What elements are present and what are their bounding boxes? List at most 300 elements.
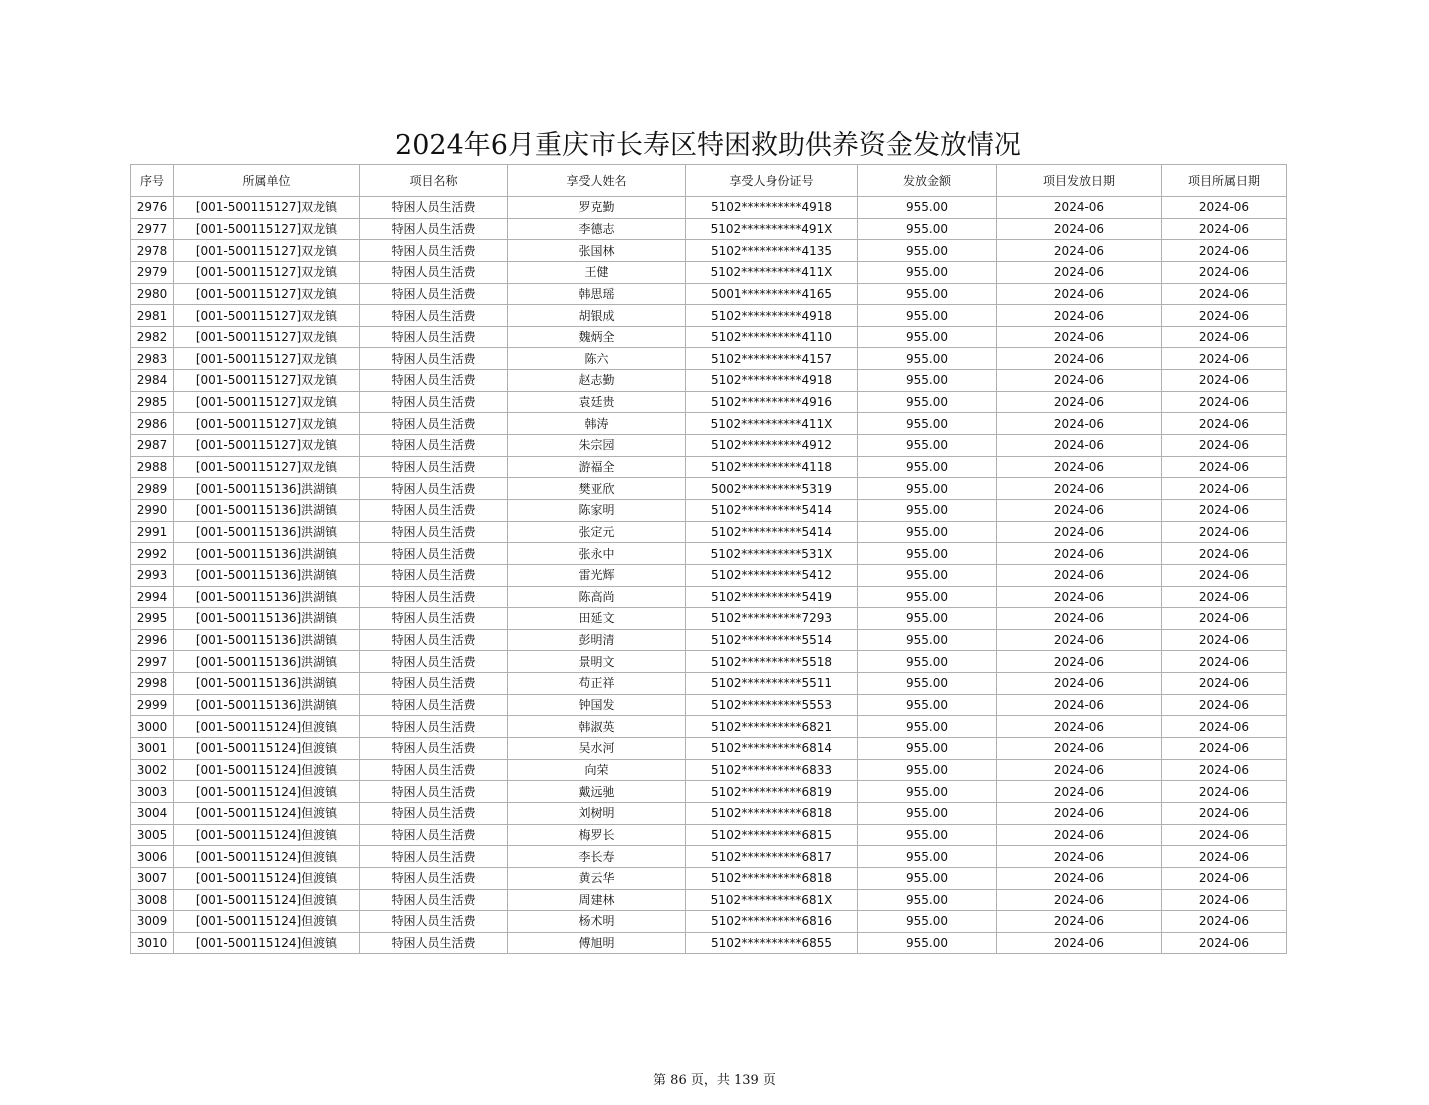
cell-period: 2024-06 (1162, 240, 1287, 262)
cell-amount: 955.00 (858, 694, 997, 716)
cell-period: 2024-06 (1162, 629, 1287, 651)
cell-serial: 3006 (131, 846, 174, 868)
cell-serial: 3009 (131, 911, 174, 933)
cell-serial: 3005 (131, 824, 174, 846)
cell-period: 2024-06 (1162, 478, 1287, 500)
cell-period: 2024-06 (1162, 543, 1287, 565)
cell-name: 戴远驰 (508, 781, 686, 803)
cell-period: 2024-06 (1162, 348, 1287, 370)
cell-issue-date: 2024-06 (997, 456, 1162, 478)
cell-id-number: 5102**********6833 (686, 759, 858, 781)
cell-name: 向荣 (508, 759, 686, 781)
cell-id-number: 5102**********5514 (686, 629, 858, 651)
cell-amount: 955.00 (858, 413, 997, 435)
cell-amount: 955.00 (858, 759, 997, 781)
table-row (131, 456, 1287, 478)
column-header: 序号 (131, 165, 174, 197)
cell-id-number: 5102**********6815 (686, 824, 858, 846)
table-row (131, 629, 1287, 651)
column-header: 项目发放日期 (997, 165, 1162, 197)
cell-issue-date: 2024-06 (997, 391, 1162, 413)
cell-period: 2024-06 (1162, 305, 1287, 327)
cell-project: 特困人员生活费 (360, 802, 508, 824)
cell-id-number: 5102**********7293 (686, 608, 858, 630)
cell-project: 特困人员生活费 (360, 673, 508, 695)
cell-issue-date: 2024-06 (997, 305, 1162, 327)
cell-amount: 955.00 (858, 348, 997, 370)
table-row (131, 651, 1287, 673)
cell-amount: 955.00 (858, 716, 997, 738)
cell-project: 特困人员生活费 (360, 867, 508, 889)
cell-unit: [001-500115127]双龙镇 (174, 370, 360, 392)
cell-serial: 2997 (131, 651, 174, 673)
cell-id-number: 5102**********5419 (686, 586, 858, 608)
cell-name: 田延文 (508, 608, 686, 630)
cell-unit: [001-500115136]洪湖镇 (174, 564, 360, 586)
cell-period: 2024-06 (1162, 824, 1287, 846)
cell-amount: 955.00 (858, 283, 997, 305)
cell-unit: [001-500115127]双龙镇 (174, 348, 360, 370)
cell-issue-date: 2024-06 (997, 564, 1162, 586)
cell-project: 特困人员生活费 (360, 846, 508, 868)
cell-unit: [001-500115136]洪湖镇 (174, 629, 360, 651)
cell-unit: [001-500115124]但渡镇 (174, 846, 360, 868)
cell-name: 罗克勤 (508, 197, 686, 219)
table-row (131, 716, 1287, 738)
cell-id-number: 5102**********5553 (686, 694, 858, 716)
cell-name: 韩思瑶 (508, 283, 686, 305)
cell-serial: 2991 (131, 521, 174, 543)
cell-amount: 955.00 (858, 846, 997, 868)
table-row (131, 218, 1287, 240)
cell-name: 苟正祥 (508, 673, 686, 695)
cell-issue-date: 2024-06 (997, 738, 1162, 760)
cell-serial: 3004 (131, 802, 174, 824)
cell-amount: 955.00 (858, 911, 997, 933)
cell-issue-date: 2024-06 (997, 802, 1162, 824)
cell-period: 2024-06 (1162, 889, 1287, 911)
cell-period: 2024-06 (1162, 781, 1287, 803)
table-row (131, 564, 1287, 586)
cell-unit: [001-500115124]但渡镇 (174, 911, 360, 933)
cell-unit: [001-500115124]但渡镇 (174, 759, 360, 781)
table-row (131, 348, 1287, 370)
cell-issue-date: 2024-06 (997, 932, 1162, 954)
cell-project: 特困人员生活费 (360, 240, 508, 262)
column-header: 项目名称 (360, 165, 508, 197)
cell-name: 吴水河 (508, 738, 686, 760)
cell-issue-date: 2024-06 (997, 218, 1162, 240)
cell-amount: 955.00 (858, 781, 997, 803)
cell-id-number: 5102**********6816 (686, 911, 858, 933)
cell-period: 2024-06 (1162, 391, 1287, 413)
cell-id-number: 5102**********6821 (686, 716, 858, 738)
cell-amount: 955.00 (858, 543, 997, 565)
cell-amount: 955.00 (858, 932, 997, 954)
cell-name: 袁廷贵 (508, 391, 686, 413)
cell-period: 2024-06 (1162, 867, 1287, 889)
cell-period: 2024-06 (1162, 564, 1287, 586)
cell-serial: 2999 (131, 694, 174, 716)
table-row (131, 370, 1287, 392)
cell-project: 特困人员生活费 (360, 326, 508, 348)
table-row (131, 824, 1287, 846)
cell-id-number: 5102**********4918 (686, 370, 858, 392)
cell-amount: 955.00 (858, 218, 997, 240)
cell-name: 陈高尚 (508, 586, 686, 608)
cell-period: 2024-06 (1162, 521, 1287, 543)
cell-name: 赵志勤 (508, 370, 686, 392)
table-row (131, 608, 1287, 630)
cell-project: 特困人员生活费 (360, 608, 508, 630)
cell-serial: 2982 (131, 326, 174, 348)
table-row (131, 478, 1287, 500)
cell-unit: [001-500115127]双龙镇 (174, 197, 360, 219)
cell-serial: 3007 (131, 867, 174, 889)
cell-name: 韩淑英 (508, 716, 686, 738)
column-header: 项目所属日期 (1162, 165, 1287, 197)
cell-issue-date: 2024-06 (997, 586, 1162, 608)
cell-project: 特困人员生活费 (360, 911, 508, 933)
table-row (131, 802, 1287, 824)
cell-serial: 2979 (131, 261, 174, 283)
cell-unit: [001-500115136]洪湖镇 (174, 543, 360, 565)
cell-project: 特困人员生活费 (360, 283, 508, 305)
cell-name: 游福全 (508, 456, 686, 478)
cell-name: 樊亚欣 (508, 478, 686, 500)
cell-unit: [001-500115127]双龙镇 (174, 413, 360, 435)
cell-serial: 3000 (131, 716, 174, 738)
cell-period: 2024-06 (1162, 586, 1287, 608)
cell-unit: [001-500115136]洪湖镇 (174, 673, 360, 695)
cell-issue-date: 2024-06 (997, 629, 1162, 651)
cell-unit: [001-500115136]洪湖镇 (174, 694, 360, 716)
cell-serial: 2989 (131, 478, 174, 500)
cell-issue-date: 2024-06 (997, 499, 1162, 521)
column-header: 所属单位 (174, 165, 360, 197)
cell-unit: [001-500115136]洪湖镇 (174, 608, 360, 630)
cell-issue-date: 2024-06 (997, 716, 1162, 738)
cell-id-number: 5102**********5511 (686, 673, 858, 695)
cell-unit: [001-500115136]洪湖镇 (174, 478, 360, 500)
cell-amount: 955.00 (858, 261, 997, 283)
cell-id-number: 5102**********5414 (686, 521, 858, 543)
cell-id-number: 5102**********4912 (686, 435, 858, 457)
cell-issue-date: 2024-06 (997, 543, 1162, 565)
cell-id-number: 5102**********5412 (686, 564, 858, 586)
cell-name: 张定元 (508, 521, 686, 543)
cell-unit: [001-500115124]但渡镇 (174, 867, 360, 889)
cell-period: 2024-06 (1162, 283, 1287, 305)
table-row (131, 694, 1287, 716)
cell-unit: [001-500115127]双龙镇 (174, 435, 360, 457)
cell-period: 2024-06 (1162, 802, 1287, 824)
cell-serial: 2996 (131, 629, 174, 651)
cell-issue-date: 2024-06 (997, 781, 1162, 803)
cell-period: 2024-06 (1162, 932, 1287, 954)
cell-period: 2024-06 (1162, 694, 1287, 716)
cell-amount: 955.00 (858, 867, 997, 889)
cell-amount: 955.00 (858, 673, 997, 695)
cell-project: 特困人员生活费 (360, 716, 508, 738)
cell-project: 特困人员生活费 (360, 564, 508, 586)
cell-serial: 2976 (131, 197, 174, 219)
cell-amount: 955.00 (858, 521, 997, 543)
cell-serial: 3003 (131, 781, 174, 803)
cell-name: 李长寿 (508, 846, 686, 868)
cell-unit: [001-500115127]双龙镇 (174, 261, 360, 283)
page-footer: 第 86 页，共 139 页 (653, 1073, 776, 1088)
cell-issue-date: 2024-06 (997, 673, 1162, 695)
cell-project: 特困人员生活费 (360, 478, 508, 500)
cell-amount: 955.00 (858, 889, 997, 911)
cell-serial: 2998 (131, 673, 174, 695)
cell-amount: 955.00 (858, 802, 997, 824)
cell-amount: 955.00 (858, 326, 997, 348)
cell-issue-date: 2024-06 (997, 521, 1162, 543)
cell-id-number: 5102**********681X (686, 889, 858, 911)
cell-name: 朱宗园 (508, 435, 686, 457)
cell-unit: [001-500115136]洪湖镇 (174, 586, 360, 608)
cell-issue-date: 2024-06 (997, 283, 1162, 305)
column-header: 享受人身份证号 (686, 165, 858, 197)
table-row (131, 846, 1287, 868)
cell-period: 2024-06 (1162, 716, 1287, 738)
cell-unit: [001-500115127]双龙镇 (174, 391, 360, 413)
cell-project: 特困人员生活费 (360, 932, 508, 954)
cell-period: 2024-06 (1162, 261, 1287, 283)
cell-amount: 955.00 (858, 370, 997, 392)
table-row (131, 867, 1287, 889)
cell-project: 特困人员生活费 (360, 543, 508, 565)
cell-id-number: 5102**********5518 (686, 651, 858, 673)
column-header: 发放金额 (858, 165, 997, 197)
cell-issue-date: 2024-06 (997, 478, 1162, 500)
cell-issue-date: 2024-06 (997, 759, 1162, 781)
cell-id-number: 5102**********6818 (686, 867, 858, 889)
table-row (131, 543, 1287, 565)
cell-name: 陈六 (508, 348, 686, 370)
cell-period: 2024-06 (1162, 326, 1287, 348)
table-row (131, 911, 1287, 933)
cell-amount: 955.00 (858, 197, 997, 219)
cell-project: 特困人员生活费 (360, 521, 508, 543)
cell-project: 特困人员生活费 (360, 456, 508, 478)
cell-serial: 2980 (131, 283, 174, 305)
cell-unit: [001-500115127]双龙镇 (174, 326, 360, 348)
cell-period: 2024-06 (1162, 370, 1287, 392)
cell-serial: 3008 (131, 889, 174, 911)
cell-unit: [001-500115124]但渡镇 (174, 738, 360, 760)
cell-amount: 955.00 (858, 305, 997, 327)
cell-period: 2024-06 (1162, 456, 1287, 478)
table-row (131, 261, 1287, 283)
cell-serial: 2988 (131, 456, 174, 478)
cell-amount: 955.00 (858, 456, 997, 478)
cell-id-number: 5102**********6814 (686, 738, 858, 760)
cell-id-number: 5102**********6818 (686, 802, 858, 824)
cell-issue-date: 2024-06 (997, 261, 1162, 283)
cell-name: 张国林 (508, 240, 686, 262)
cell-serial: 2986 (131, 413, 174, 435)
cell-amount: 955.00 (858, 564, 997, 586)
cell-id-number: 5102**********531X (686, 543, 858, 565)
cell-unit: [001-500115124]但渡镇 (174, 932, 360, 954)
cell-period: 2024-06 (1162, 911, 1287, 933)
table-row (131, 326, 1287, 348)
cell-id-number: 5102**********5414 (686, 499, 858, 521)
cell-id-number: 5102**********6817 (686, 846, 858, 868)
cell-name: 胡银成 (508, 305, 686, 327)
cell-serial: 2992 (131, 543, 174, 565)
cell-unit: [001-500115127]双龙镇 (174, 456, 360, 478)
table-row (131, 781, 1287, 803)
cell-serial: 2985 (131, 391, 174, 413)
cell-serial: 2993 (131, 564, 174, 586)
cell-id-number: 5102**********4918 (686, 305, 858, 327)
table-row (131, 283, 1287, 305)
table-header-row (131, 165, 1287, 197)
cell-name: 梅罗长 (508, 824, 686, 846)
cell-id-number: 5102**********4110 (686, 326, 858, 348)
cell-id-number: 5102**********4118 (686, 456, 858, 478)
cell-project: 特困人员生活费 (360, 499, 508, 521)
cell-amount: 955.00 (858, 629, 997, 651)
table-row (131, 759, 1287, 781)
cell-name: 李德志 (508, 218, 686, 240)
cell-project: 特困人员生活费 (360, 391, 508, 413)
cell-unit: [001-500115136]洪湖镇 (174, 521, 360, 543)
cell-unit: [001-500115127]双龙镇 (174, 283, 360, 305)
cell-id-number: 5102**********4918 (686, 197, 858, 219)
cell-unit: [001-500115136]洪湖镇 (174, 651, 360, 673)
cell-serial: 3002 (131, 759, 174, 781)
cell-period: 2024-06 (1162, 499, 1287, 521)
cell-project: 特困人员生活费 (360, 629, 508, 651)
cell-unit: [001-500115124]但渡镇 (174, 824, 360, 846)
table-row (131, 932, 1287, 954)
cell-id-number: 5102**********4157 (686, 348, 858, 370)
cell-period: 2024-06 (1162, 218, 1287, 240)
cell-unit: [001-500115127]双龙镇 (174, 218, 360, 240)
cell-unit: [001-500115124]但渡镇 (174, 802, 360, 824)
cell-serial: 2983 (131, 348, 174, 370)
cell-unit: [001-500115124]但渡镇 (174, 781, 360, 803)
cell-id-number: 5102**********4135 (686, 240, 858, 262)
cell-id-number: 5102**********6855 (686, 932, 858, 954)
cell-period: 2024-06 (1162, 197, 1287, 219)
table-body (131, 197, 1287, 954)
cell-amount: 955.00 (858, 608, 997, 630)
cell-name: 钟国发 (508, 694, 686, 716)
table-row (131, 435, 1287, 457)
table-row (131, 197, 1287, 219)
table-row (131, 521, 1287, 543)
cell-name: 傅旭明 (508, 932, 686, 954)
data-table (130, 164, 1287, 954)
cell-serial: 2995 (131, 608, 174, 630)
cell-serial: 2978 (131, 240, 174, 262)
cell-unit: [001-500115127]双龙镇 (174, 240, 360, 262)
cell-amount: 955.00 (858, 499, 997, 521)
cell-id-number: 5002**********5319 (686, 478, 858, 500)
cell-amount: 955.00 (858, 391, 997, 413)
cell-issue-date: 2024-06 (997, 911, 1162, 933)
cell-serial: 2990 (131, 499, 174, 521)
cell-amount: 955.00 (858, 240, 997, 262)
table-row (131, 305, 1287, 327)
column-header: 享受人姓名 (508, 165, 686, 197)
cell-name: 周建林 (508, 889, 686, 911)
cell-period: 2024-06 (1162, 759, 1287, 781)
cell-serial: 2981 (131, 305, 174, 327)
cell-serial: 2977 (131, 218, 174, 240)
cell-issue-date: 2024-06 (997, 651, 1162, 673)
cell-project: 特困人员生活费 (360, 197, 508, 219)
cell-serial: 3010 (131, 932, 174, 954)
cell-project: 特困人员生活费 (360, 586, 508, 608)
cell-issue-date: 2024-06 (997, 824, 1162, 846)
table-row (131, 391, 1287, 413)
cell-period: 2024-06 (1162, 608, 1287, 630)
cell-amount: 955.00 (858, 824, 997, 846)
cell-name: 王健 (508, 261, 686, 283)
cell-project: 特困人员生活费 (360, 413, 508, 435)
table-row (131, 413, 1287, 435)
cell-unit: [001-500115124]但渡镇 (174, 889, 360, 911)
cell-serial: 3001 (131, 738, 174, 760)
cell-amount: 955.00 (858, 478, 997, 500)
cell-name: 魏炳全 (508, 326, 686, 348)
cell-project: 特困人员生活费 (360, 348, 508, 370)
cell-project: 特困人员生活费 (360, 261, 508, 283)
table-row (131, 240, 1287, 262)
cell-project: 特困人员生活费 (360, 824, 508, 846)
cell-period: 2024-06 (1162, 846, 1287, 868)
table-row (131, 673, 1287, 695)
cell-period: 2024-06 (1162, 738, 1287, 760)
cell-issue-date: 2024-06 (997, 370, 1162, 392)
cell-amount: 955.00 (858, 651, 997, 673)
cell-id-number: 5102**********411X (686, 413, 858, 435)
cell-name: 彭明清 (508, 629, 686, 651)
cell-project: 特困人员生活费 (360, 759, 508, 781)
cell-name: 景明文 (508, 651, 686, 673)
cell-id-number: 5102**********6819 (686, 781, 858, 803)
cell-issue-date: 2024-06 (997, 348, 1162, 370)
cell-id-number: 5102**********411X (686, 261, 858, 283)
cell-project: 特困人员生活费 (360, 305, 508, 327)
cell-period: 2024-06 (1162, 435, 1287, 457)
cell-project: 特困人员生活费 (360, 694, 508, 716)
cell-project: 特困人员生活费 (360, 738, 508, 760)
table-row (131, 889, 1287, 911)
page-title: 2024年6月重庆市长寿区特困救助供养资金发放情况 (395, 130, 1021, 161)
cell-issue-date: 2024-06 (997, 608, 1162, 630)
cell-issue-date: 2024-06 (997, 889, 1162, 911)
cell-unit: [001-500115136]洪湖镇 (174, 499, 360, 521)
cell-issue-date: 2024-06 (997, 867, 1162, 889)
cell-name: 刘树明 (508, 802, 686, 824)
cell-issue-date: 2024-06 (997, 413, 1162, 435)
cell-serial: 2984 (131, 370, 174, 392)
cell-period: 2024-06 (1162, 651, 1287, 673)
cell-name: 张永中 (508, 543, 686, 565)
cell-issue-date: 2024-06 (997, 846, 1162, 868)
cell-id-number: 5001**********4165 (686, 283, 858, 305)
cell-issue-date: 2024-06 (997, 197, 1162, 219)
cell-project: 特困人员生活费 (360, 889, 508, 911)
